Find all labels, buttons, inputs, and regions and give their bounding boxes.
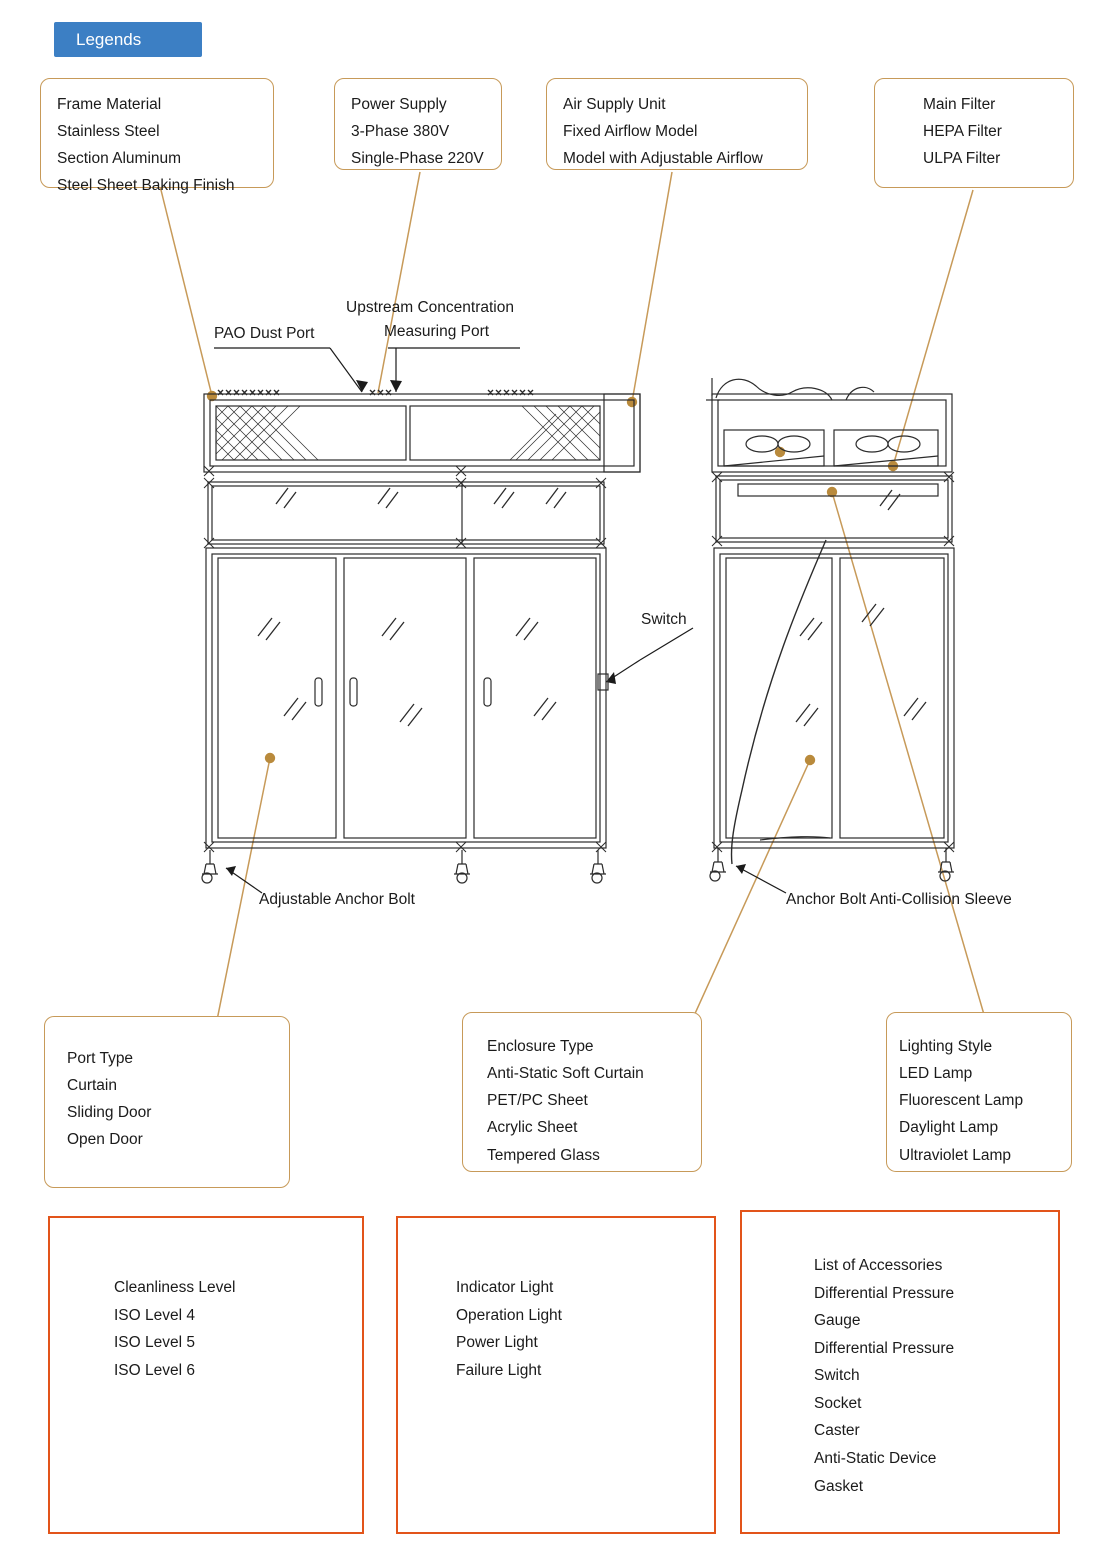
legends-tab	[54, 22, 202, 57]
orange-line: Failure Light	[456, 1361, 542, 1379]
callout-line: Power Supply	[351, 96, 447, 113]
callout-line: Ultraviolet Lamp	[899, 1146, 1011, 1164]
orange-line: Differential Pressure	[814, 1284, 955, 1302]
orange-line: Operation Light	[456, 1306, 562, 1324]
orange-line: Anti-Static Device	[814, 1450, 937, 1468]
orange-box-indicator-light	[396, 1216, 716, 1534]
callout-line: Model with Adjustable Airflow	[563, 150, 763, 168]
orange-line: Switch	[814, 1367, 860, 1385]
callout-enclosure-type	[462, 1012, 702, 1172]
callout-line: Section Aluminum	[57, 150, 182, 168]
orange-line: Gauge	[814, 1312, 861, 1330]
callout-line: Lighting Style	[899, 1038, 993, 1055]
callout-line: Daylight Lamp	[899, 1119, 999, 1137]
label-adjustable-anchor-bolt: Adjustable Anchor Bolt	[259, 891, 415, 908]
orange-line: ISO Level 5	[114, 1334, 195, 1352]
callout-line: Fluorescent Lamp	[899, 1092, 1024, 1110]
callout-line: HEPA Filter	[923, 123, 1002, 141]
orange-line: Socket	[814, 1394, 862, 1412]
callout-line: Port Type	[67, 1050, 134, 1067]
callout-line: Open Door	[67, 1131, 143, 1149]
callout-line: PET/PC Sheet	[487, 1092, 588, 1110]
label-anchor-bolt-sleeve: Anchor Bolt Anti-Collision Sleeve	[786, 891, 1012, 908]
callout-air-supply-unit	[546, 78, 808, 170]
legends-tab-label: Legends	[76, 29, 142, 49]
label-upstream-line1: Upstream Concentration	[346, 299, 514, 316]
callout-lighting-style	[886, 1012, 1072, 1172]
orange-line: ISO Level 4	[114, 1306, 195, 1324]
callout-line: Sliding Door	[67, 1104, 152, 1122]
callout-line: Anti-Static Soft Curtain	[487, 1065, 644, 1083]
callout-line: Enclosure Type	[487, 1038, 594, 1055]
label-pao-dust-port: PAO Dust Port	[214, 325, 315, 342]
callout-power-supply	[334, 78, 502, 170]
callout-line: Fixed Airflow Model	[563, 123, 698, 141]
callout-frame-material	[40, 78, 274, 195]
orange-line: Power Light	[456, 1334, 538, 1352]
orange-line: Caster	[814, 1422, 860, 1440]
orange-line: Differential Pressure	[814, 1339, 955, 1357]
callout-line: Air Supply Unit	[563, 96, 666, 113]
orange-box-accessories	[740, 1210, 1060, 1534]
callout-main-filter	[874, 78, 1074, 188]
callout-line: Curtain	[67, 1077, 117, 1095]
callout-line: Frame Material	[57, 96, 162, 113]
callout-line: Acrylic Sheet	[487, 1119, 578, 1137]
callout-line: Single-Phase 220V	[351, 150, 484, 168]
label-switch: Switch	[641, 611, 687, 628]
callout-line: LED Lamp	[899, 1065, 973, 1083]
orange-line: ISO Level 6	[114, 1361, 195, 1379]
orange-line: Cleanliness Level	[114, 1279, 236, 1296]
orange-line: List of Accessories	[814, 1257, 943, 1274]
orange-line: Gasket	[814, 1477, 864, 1495]
callout-line: Steel Sheet Baking Finish	[57, 177, 235, 195]
callout-port-type	[44, 1016, 290, 1188]
callout-line: ULPA Filter	[923, 150, 1001, 168]
callout-line: 3-Phase 380V	[351, 123, 450, 141]
orange-box-cleanliness-level	[48, 1216, 364, 1534]
callout-line: Main Filter	[923, 96, 996, 113]
orange-line: Indicator Light	[456, 1279, 554, 1296]
label-upstream-line2: Measuring Port	[384, 323, 490, 340]
callout-line: Stainless Steel	[57, 123, 160, 141]
callout-line: Tempered Glass	[487, 1146, 600, 1164]
